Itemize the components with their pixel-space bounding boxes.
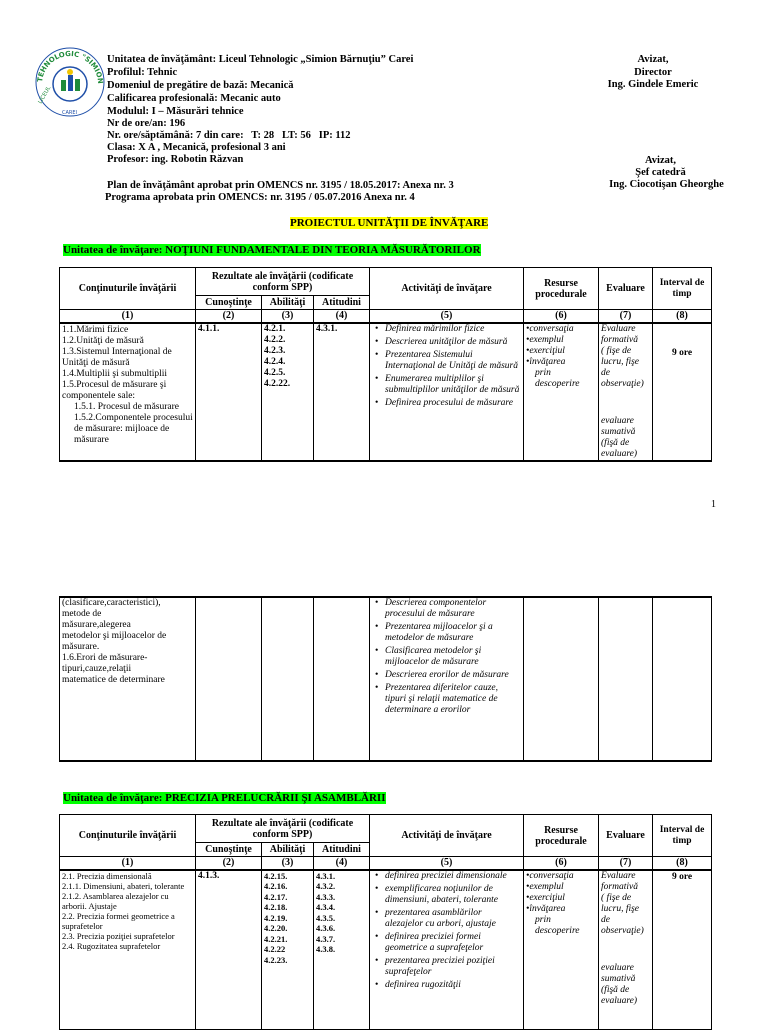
header-line: Domeniul de pregătire de bază: Mecanică <box>107 80 294 91</box>
activity-item: • Prezentarea mijloacelor şi a metodelor de măsurare <box>385 622 521 644</box>
header-line: Profilul: Tehnic <box>107 67 178 78</box>
sef-catedra-name: Ing. Ciocotişan Gheorghe <box>609 179 724 190</box>
header-line: Unitatea de învăţământ: Liceul Tehnologic „Simion Bărnuţiu” Carei <box>107 54 414 65</box>
eval-line: evaluare <box>601 962 634 973</box>
content-item: 2.1. Precizia dimensională <box>62 870 152 881</box>
col-number: (6) <box>524 310 599 323</box>
code-item: 4.2.23. <box>264 954 288 965</box>
col-header-resurse: Resurse procedurale <box>524 268 599 310</box>
content-item: tipuri,cauze,relaţii <box>62 664 132 674</box>
code-item: 4.2.4. <box>264 356 286 367</box>
col-header-evaluare: Evaluare <box>599 815 653 857</box>
resource-item: descoperire <box>535 378 580 389</box>
page-title-text: PROIECTUL UNITĂŢII DE ÎNVĂŢARE <box>290 217 489 229</box>
unit2-heading <box>63 788 386 806</box>
cell-interval: 9 ore <box>653 323 712 461</box>
activity-item: • Prezentarea Sistemului Internaţional de Unităţi de măsură <box>385 350 521 372</box>
eval-line: ( fişe de <box>601 892 632 903</box>
eval-line: (fişă de <box>601 984 630 995</box>
col-header-interval: Interval de timp <box>653 268 712 310</box>
cell-cunostinte <box>196 597 262 761</box>
activity-item: • Prezentarea diferitelor cauze, tipuri şi relaţii matematice de determinare a erorilor <box>385 683 521 716</box>
cell-continut <box>60 597 196 761</box>
cell-atitudini <box>314 870 370 1030</box>
code-item: 4.2.20. <box>264 923 288 933</box>
header-line: Calificarea profesională: Mecanic auto <box>107 93 281 104</box>
cell-abilitati <box>262 323 314 461</box>
col-header-abilitati: Abilităţi <box>262 296 314 310</box>
activity-item: • Definirea procesului de măsurare <box>385 398 521 409</box>
resource-item: •conversaţia <box>526 323 574 334</box>
cell-cunostinte: 4.1.3. <box>196 870 262 1030</box>
cell-continut <box>60 870 196 1030</box>
col-header-continut: Conţinuturile învăţării <box>60 815 196 857</box>
code-item: 4.2.19. <box>264 912 288 923</box>
avizat-label: Avizat, <box>644 155 676 166</box>
cell-interval: 9 ore <box>653 870 712 1030</box>
cell-interval <box>653 597 712 761</box>
sef-catedra-label: Şef catedră <box>635 167 686 178</box>
header-line: Modulul: I – Măsurări tehnice <box>107 106 244 117</box>
cell-evaluare <box>599 323 653 461</box>
cell-resurse <box>524 597 599 761</box>
col-number: (5) <box>370 310 524 323</box>
code-item: 4.3.5. <box>316 912 336 923</box>
code-item: 4.2.16. <box>264 881 288 891</box>
page-number: 1 <box>711 499 716 510</box>
code-item: 4.2.17. <box>264 891 288 902</box>
col-header-continut: Conţinuturile învăţării <box>60 268 196 310</box>
svg-text:TEHNOLOGIC "SIMION BĂRN: TEHNOLOGIC "SIMION <box>36 49 105 85</box>
col-header-resurse: Resurse procedurale <box>524 815 599 857</box>
eval-line: formativă <box>601 881 638 892</box>
content-item: măsurare,alegerea <box>62 620 131 630</box>
code-item: 4.3.3. <box>316 891 336 902</box>
resource-item: prin <box>535 914 551 925</box>
col-number: (1) <box>60 857 196 870</box>
col-number: (2) <box>196 310 262 323</box>
cell-abilitati <box>262 870 314 1030</box>
content-item: metodelor şi mijloacelor de <box>62 631 167 641</box>
activity-item: • Definirea mărimilor fizice <box>385 324 521 335</box>
cell-activitati <box>370 870 524 1030</box>
eval-line: lucru, fişe <box>601 356 640 367</box>
activity-item: • definirea rugozităţii <box>385 980 521 991</box>
cell-activitati <box>370 323 524 461</box>
col-number: (3) <box>262 857 314 870</box>
header-line: Clasa: X A , Mecanică, profesional 3 ani <box>107 142 286 153</box>
eval-line: Evaluare <box>601 323 636 334</box>
school-logo <box>32 44 108 120</box>
code-item: 4.3.8. <box>316 944 336 954</box>
col-header-cunostinte: Cunoştinţe <box>196 843 262 857</box>
code-item: 4.2.15. <box>264 870 288 881</box>
code-item: 4.2.21. <box>264 933 288 944</box>
col-number: (8) <box>653 857 712 870</box>
content-item: 1.2.Unităţi de măsură <box>62 335 144 346</box>
col-header-atitudini: Atitudini <box>314 296 370 310</box>
activity-item: • Descrierea unităţilor de măsură <box>385 337 521 348</box>
page-title <box>290 213 488 231</box>
unit2-heading-text: Unitatea de învăţare: PRECIZIA PRELUCRĂRII ŞI ASAMBLĂRII <box>63 792 386 804</box>
content-item: 2.1.1. Dimensiuni, abateri, tolerante <box>62 880 185 891</box>
content-item: (clasificare,caracteristici), <box>62 598 161 608</box>
eval-line: lucru, fişe <box>601 903 640 914</box>
col-number: (7) <box>599 310 653 323</box>
content-item: matematice de determinare <box>62 675 165 685</box>
resource-item: prin <box>535 367 551 378</box>
content-item: 2.1.2. Asamblarea alezajelor cu arborii. Ajustaje <box>62 890 169 911</box>
eval-line: Evaluare <box>601 870 636 881</box>
col-number: (3) <box>262 310 314 323</box>
col-number: (2) <box>196 857 262 870</box>
col-header-atitudini: Atitudini <box>314 843 370 857</box>
activity-item: • Descrierea componentelor procesului de măsurare <box>385 598 521 620</box>
resource-item: •exerciţiul <box>526 345 565 356</box>
code-item: 4.2.5. <box>264 367 286 378</box>
eval-line: (fişă de <box>601 437 630 448</box>
table-unit1-continued <box>59 596 712 762</box>
header-line: Profesor: ing. Robotin Răzvan <box>107 154 244 165</box>
col-header-rezultate: Rezultate ale învăţării (codificate conform SPP) <box>196 268 370 296</box>
content-item: 1.5.1. Procesul de măsurare <box>74 401 179 412</box>
header-line: Nr. ore/săptămână: 7 din care: T: 28 LT: 56 IP: 112 <box>107 130 351 141</box>
code-item: 4.2.18. <box>264 902 288 912</box>
resource-item: •exemplul <box>526 334 564 345</box>
col-number: (4) <box>314 310 370 323</box>
content-item: 2.4. Rugozitatea suprafetelor <box>62 940 161 951</box>
resource-item: •conversaţia <box>526 870 574 881</box>
code-item: 4.3.4. <box>316 902 336 912</box>
cell-cunostinte: 4.1.1. <box>196 323 262 461</box>
code-item: 4.2.22. <box>264 378 291 389</box>
code-item: 4.3.7. <box>316 933 336 944</box>
col-header-evaluare: Evaluare <box>599 268 653 310</box>
col-number: (6) <box>524 857 599 870</box>
cell-atitudini <box>314 597 370 761</box>
content-item: 1.1.Mărimi fizice <box>62 324 129 335</box>
content-item: 1.5.Procesul de măsurare şi componentele sale: <box>62 379 167 401</box>
cell-resurse <box>524 323 599 461</box>
resource-item: •învăţarea <box>526 356 566 367</box>
header-line: Nr de ore/an: 196 <box>107 118 186 129</box>
eval-line: evaluare <box>601 415 634 426</box>
activity-item: • Descrierea erorilor de măsurare <box>385 670 521 681</box>
cell-atitudini: 4.3.1. <box>314 323 370 461</box>
resource-item: •învăţarea <box>526 903 566 914</box>
cell-resurse <box>524 870 599 1030</box>
content-item: măsurare. <box>62 642 100 652</box>
content-item: 1.4.Multiplii şi submultiplii <box>62 368 168 379</box>
col-number: (8) <box>653 310 712 323</box>
cell-evaluare <box>599 870 653 1030</box>
director-label: Director <box>634 67 672 78</box>
col-header-abilitati: Abilităţi <box>262 843 314 857</box>
plan-invatamant: Plan de învăţământ aprobat prin OMENCS nr. 3195 / 18.05.2017: Anexa nr. 3 <box>107 180 454 191</box>
cell-abilitati <box>262 597 314 761</box>
col-number: (5) <box>370 857 524 870</box>
unit1-heading-text: Unitatea de învăţare: NOŢIUNI FUNDAMENTALE DIN TEORIA MĂSURĂTORILOR <box>63 244 481 256</box>
content-item: 2.2. Precizia formei geometrice a suprafetelor <box>62 910 175 931</box>
col-header-activitati: Activităţi de învăţare <box>370 815 524 857</box>
code-item: 4.2.3. <box>264 345 286 356</box>
content-item: metode de <box>62 609 102 619</box>
programa: Programa aprobata prin OMENCS: nr. 3195 / 05.07.2016 Anexa nr. 4 <box>105 192 415 203</box>
svg-text:LICEUL: LICEUL <box>37 85 53 105</box>
activity-item: • exemplificarea noţiunilor de dimensiuni, abateri, tolerante <box>385 884 521 906</box>
cell-evaluare <box>599 597 653 761</box>
resource-item: descoperire <box>535 925 580 936</box>
resource-item: •exemplul <box>526 881 564 892</box>
eval-line: de <box>601 914 610 925</box>
cell-activitati <box>370 597 524 761</box>
eval-line: ( fişe de <box>601 345 632 356</box>
svg-text:CAREI: CAREI <box>62 110 78 116</box>
content-item: 1.5.2.Componentele procesului de măsurare: mijloace de măsurare <box>74 412 193 445</box>
eval-line: evaluare) <box>601 448 638 459</box>
code-item: 4.3.2. <box>316 881 336 891</box>
col-header-rezultate: Rezultate ale învăţării (codificate conform SPP) <box>196 815 370 843</box>
activity-item: • definirea preciziei dimensionale <box>385 871 521 882</box>
activity-item: • prezentarea asamblărilor alezajelor cu arbori, ajustaje <box>385 908 521 930</box>
director-name: Ing. Gindele Emeric <box>607 79 699 90</box>
eval-line: evaluare) <box>601 995 638 1006</box>
eval-line: sumativă <box>601 973 636 984</box>
activity-item: • prezentarea preciziei poziţiei suprafeţelor <box>385 956 521 978</box>
activity-item: • Enumerarea multiplilor şi submultiplilor unităţilor de măsură <box>385 374 521 396</box>
eval-line: sumativă <box>601 426 636 437</box>
content-item: 1.3.Sistemul Internaţional de Unităţi de măsură <box>62 346 172 368</box>
table-unit1 <box>59 267 712 462</box>
col-header-activitati: Activităţi de învăţare <box>370 268 524 310</box>
code-item: 4.2.2. <box>264 334 286 345</box>
table-unit2 <box>59 814 712 1030</box>
unit1-heading <box>63 240 481 258</box>
eval-line: observaţie) <box>601 378 644 389</box>
resource-item: •exerciţiul <box>526 892 565 903</box>
activity-item: • Clasificarea metodelor şi mijloacelor de măsurare <box>385 646 521 668</box>
col-header-interval: Interval de timp <box>653 815 712 857</box>
code-item: 4.3.1. <box>316 870 336 881</box>
col-number: (7) <box>599 857 653 870</box>
content-item: 2.3. Precizia poziţiei suprafetelor <box>62 930 175 941</box>
eval-line: observaţie) <box>601 925 644 936</box>
col-number: (4) <box>314 857 370 870</box>
col-number: (1) <box>60 310 196 323</box>
avizat-label: Avizat, <box>637 54 669 65</box>
col-header-cunostinte: Cunoştinţe <box>196 296 262 310</box>
code-item: 4.3.6. <box>316 923 336 933</box>
cell-continut <box>60 323 196 461</box>
activity-item: • definirea preciziei formei geometrice a suprafeţelor <box>385 932 521 954</box>
eval-line: formativă <box>601 334 638 345</box>
code-item: 4.2.22 <box>264 944 286 954</box>
content-item: 1.6.Erori de măsurare- <box>62 653 148 663</box>
code-item: 4.2.1. <box>264 323 286 334</box>
eval-line: de <box>601 367 610 378</box>
